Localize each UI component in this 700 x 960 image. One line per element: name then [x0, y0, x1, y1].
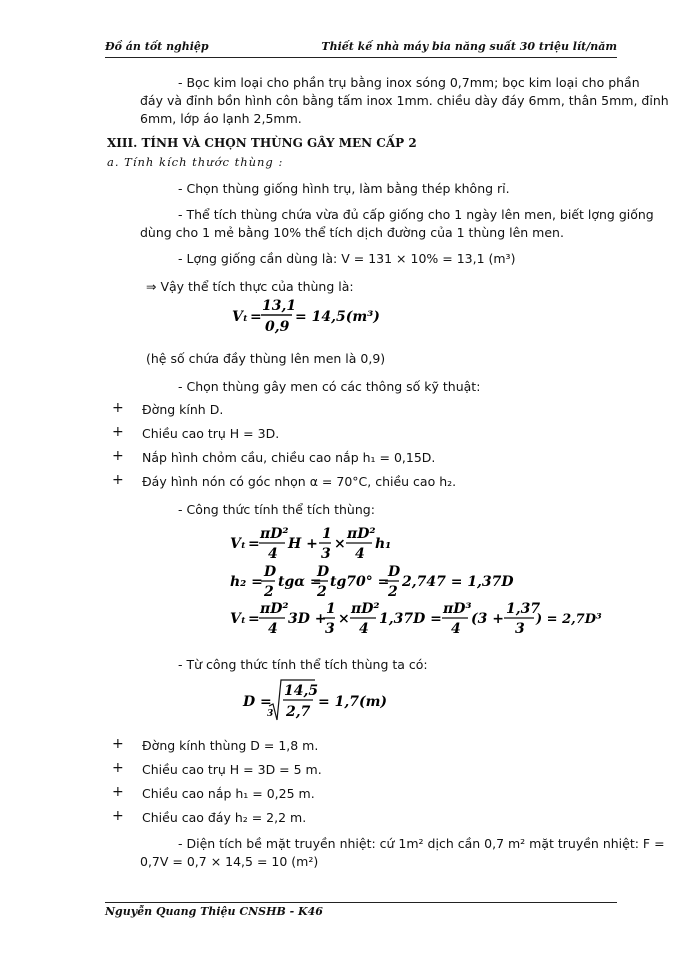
eq2-t2den: 4 — [355, 546, 365, 562]
para-7: - Công thức tính thể tích thùng: — [178, 502, 375, 517]
eq3-rhs: 2,747 = 1,37D — [402, 574, 514, 590]
eq3-d3: D — [388, 564, 401, 580]
eq4-137n: 1,37 — [506, 601, 541, 617]
eq3-21: 2 — [264, 584, 274, 600]
eq3-d1: D — [264, 564, 277, 580]
bullet: + — [112, 784, 124, 800]
para-3: - Lợng giống cần dùng là: V = 131 × 10% = 13,1 (m³) — [178, 251, 516, 266]
eq2-one: 1 — [322, 526, 332, 542]
eq3-22: 2 — [317, 584, 327, 600]
section-title: XIII. TÍNH VÀ CHỌN THÙNG GÂY MEN CẤP 2 — [107, 136, 417, 150]
eq2-t1den: 4 — [268, 546, 278, 562]
eq4-paren: (3 + — [471, 611, 504, 627]
eq5-num: 14,5 — [284, 683, 319, 699]
equation-volume — [232, 296, 380, 336]
para-2a: - Thể tích thùng chứa vừa đủ cấp giống cho 1 ngày lên men, biết lợng giống — [178, 207, 654, 222]
eq4-x: × — [338, 611, 350, 627]
eq2-three: 3 — [321, 546, 331, 562]
eq3-23: 2 — [388, 584, 398, 600]
eq4-one: 1 — [326, 601, 336, 617]
equation-diameter — [243, 676, 388, 724]
bullet: + — [112, 448, 124, 464]
eq4-3d: 3D + — [288, 611, 327, 627]
eq5-rhs: = 1,7(m) — [318, 694, 388, 710]
eq4-3den: 3 — [515, 621, 525, 637]
eq3-tg: tgα = — [278, 574, 322, 590]
eq1-den: 0,9 — [265, 319, 290, 335]
eq4-den3: 4 — [451, 621, 461, 637]
bullet: + — [112, 424, 124, 440]
para-6: - Chọn thùng gây men có các thông số kỹ thuật: — [178, 379, 481, 394]
eq4-137: 1,37D = — [379, 611, 442, 627]
bullet: + — [112, 760, 124, 776]
eq2-h1: h₁ — [375, 536, 392, 552]
eq5-den: 2,7 — [286, 704, 311, 720]
spec-1-item: Đờng kính D. — [142, 402, 224, 417]
eq1-num: 13,1 — [262, 298, 297, 314]
eq2-eq: = — [248, 536, 260, 552]
eq1-rhs: = 14,5(m³) — [295, 309, 380, 325]
equation-block-volume — [230, 518, 602, 643]
para-2b: dùng cho 1 mẻ bằng 10% thể tích dịch đường của 1 thùng lên men. — [140, 225, 564, 240]
eq4-three: 3 — [325, 621, 335, 637]
eq4-t2num: πD² — [351, 601, 380, 617]
subsection-title: a. Tính kích thước thùng : — [107, 155, 284, 169]
spec-1-item: Đáy hình nón có góc nhọn α = 70°C, chiều cao h₂. — [142, 474, 457, 489]
eq2-x: × — [334, 536, 346, 552]
para-8: - Từ công thức tính thể tích thùng ta có: — [178, 657, 428, 672]
eq4-end: ) = 2,7D³ — [536, 612, 602, 627]
eq1-eq: = — [250, 309, 262, 325]
para-9b: 0,7V = 0,7 × 14,5 = 10 (m²) — [140, 854, 319, 869]
spec-1-item: Nắp hình chỏm cầu, chiều cao nắp h₁ = 0,15D. — [142, 450, 436, 465]
eq4-t2den: 4 — [359, 621, 369, 637]
header-left: Đồ án tốt nghiệp — [105, 40, 209, 53]
footer-rule — [105, 902, 617, 903]
bullet: + — [112, 472, 124, 488]
eq5-lhs: D = — [243, 694, 272, 710]
spec-2-item: Đờng kính thùng D = 1,8 m. — [142, 738, 319, 753]
eq2-t1num: πD² — [260, 526, 289, 542]
eq4-num3: πD³ — [443, 601, 472, 617]
eq3-d2: D — [317, 564, 330, 580]
eq2-t2num: πD² — [347, 526, 376, 542]
intro-line-1: - Bọc kim loại cho phần trụ bằng inox sóng 0,7mm; bọc kim loại cho phần — [178, 75, 640, 90]
spec-2-item: Chiều cao nắp h₁ = 0,25 m. — [142, 786, 315, 801]
page-footer: Nguyễn Quang Thiệu CNSHB - K46 — [105, 905, 323, 918]
eq2-h: H + — [288, 536, 318, 552]
eq5-idx: 3 — [267, 709, 274, 719]
para-4: ⇒ Vậy thể tích thực của thùng là: — [146, 279, 354, 294]
para-1: - Chọn thùng giống hình trụ, làm bằng thép không rỉ. — [178, 181, 510, 196]
eq4-vt: Vₜ — [230, 611, 247, 627]
spec-2-item: Chiều cao trụ H = 3D = 5 m. — [142, 762, 322, 777]
para-9a: - Diện tích bề mặt truyền nhiệt: cứ 1m² dịch cần 0,7 m² mặt truyền nhiệt: F = — [178, 836, 665, 851]
eq3-lhs: h₂ = — [230, 574, 263, 590]
eq4-t1den: 4 — [268, 621, 278, 637]
header-rule — [105, 57, 617, 58]
bullet: + — [112, 736, 124, 752]
bullet: + — [112, 808, 124, 824]
para-5: (hệ số chứa đầy thùng lên men là 0,9) — [146, 351, 386, 366]
bullet: + — [112, 400, 124, 416]
eq1-vt: Vₜ — [232, 309, 249, 325]
intro-line-2: đáy và đỉnh bồn hình côn bằng tấm inox 1mm. chiều dày đáy 6mm, thân 5mm, đỉnh — [140, 93, 669, 108]
eq3-tg70: tg70° = — [330, 574, 390, 590]
eq2-vt: Vₜ — [230, 536, 247, 552]
eq4-eq: = — [248, 611, 260, 627]
spec-1-item: Chiều cao trụ H = 3D. — [142, 426, 280, 441]
eq4-t1num: πD² — [260, 601, 289, 617]
intro-line-3: 6mm, lớp áo lạnh 2,5mm. — [140, 111, 302, 126]
header-right: Thiết kế nhà máy bia năng suất 30 triệu lít/năm — [321, 40, 617, 53]
spec-2-item: Chiều cao đáy h₂ = 2,2 m. — [142, 810, 307, 825]
